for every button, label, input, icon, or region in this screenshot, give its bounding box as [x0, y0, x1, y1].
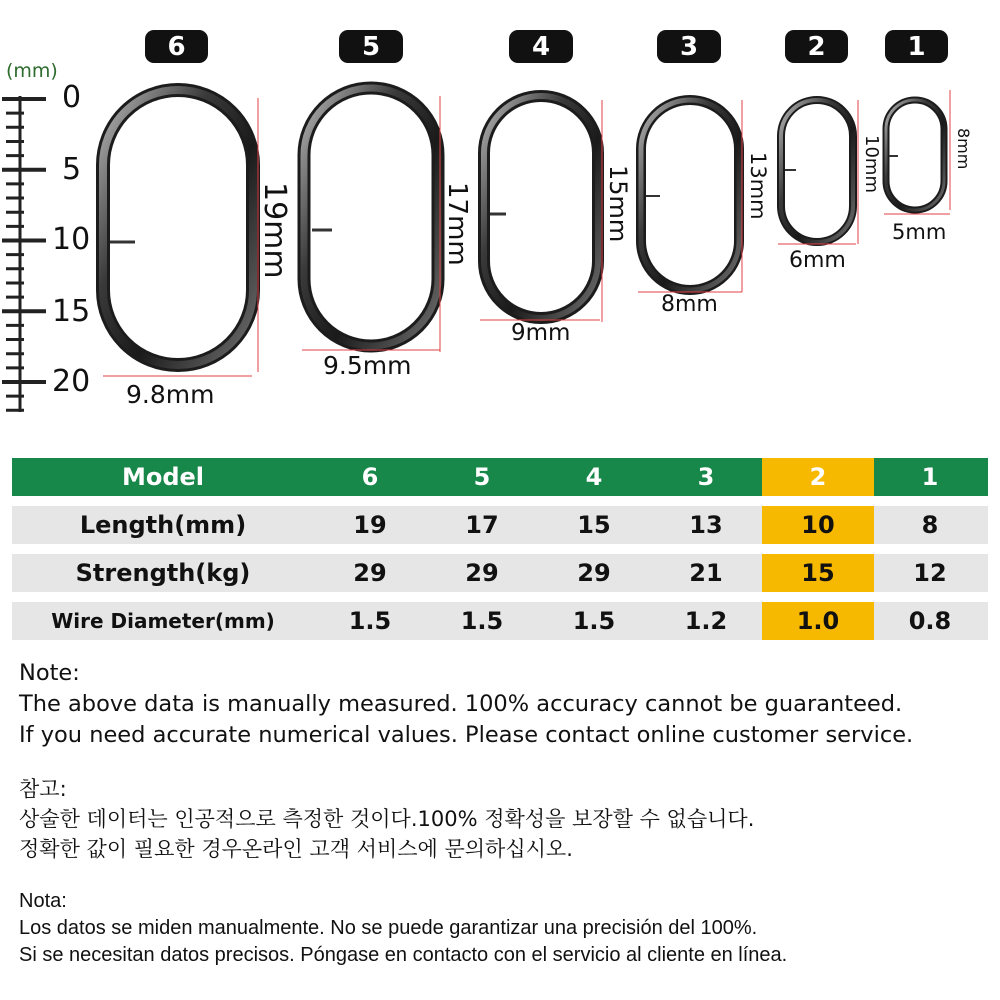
model-badge-1: 1 — [885, 30, 948, 63]
table-header-cell: 6 — [361, 463, 379, 491]
table-cell: 29 — [465, 559, 499, 587]
note-line-ko-2: 정확한 값이 필요한 경우온라인 고객 서비스에 문의하십시오. — [19, 837, 573, 861]
ruler-label-10: 10 — [52, 222, 91, 257]
model-badge-3: 3 — [657, 30, 721, 63]
table-cell: 1.2 — [684, 607, 728, 635]
table-cell: 1.5 — [460, 607, 504, 635]
row-label: Wire Diameter(mm) — [51, 609, 275, 633]
note-line-es-1: Los datos se miden manualmente. No se puede garantizar una precisión del 100%. — [19, 917, 758, 939]
table-header-cell: 1 — [921, 463, 939, 491]
width-label-3: 8mm — [661, 292, 718, 317]
width-label-6: 9.8mm — [126, 380, 215, 409]
split-ring-5 — [304, 88, 438, 346]
note-english — [19, 658, 989, 751]
note-title-es: Nota: — [19, 890, 67, 912]
length-label-6: 19mm — [257, 182, 292, 279]
table-cell: 29 — [577, 559, 611, 587]
table-header-cell: 4 — [585, 463, 603, 491]
table-cell: 21 — [689, 559, 723, 587]
table-cell: 8 — [921, 511, 939, 539]
model-badge-4: 4 — [509, 30, 573, 63]
table-cell: 17 — [465, 511, 499, 539]
note-line-ko-1: 상술한 데이터는 인공적으로 측정한 것이다.100% 정확성을 보장할 수 없습니다. — [19, 807, 755, 831]
note-title-en: Note: — [19, 660, 80, 686]
length-label-1: 8mm — [954, 128, 973, 170]
table-cell-highlighted: 15 — [762, 554, 874, 592]
width-label-4: 9mm — [511, 320, 571, 346]
table-cell: 0.8 — [908, 607, 952, 635]
ruler-label-20: 20 — [52, 364, 91, 399]
width-label-2: 6mm — [789, 248, 846, 273]
width-label-5: 9.5mm — [323, 351, 412, 380]
length-label-3: 13mm — [746, 152, 770, 220]
table-cell-highlighted: 10 — [762, 506, 874, 544]
split-ring-3 — [641, 100, 739, 290]
note-title-ko: 참고: — [19, 777, 67, 801]
ruler-label-5: 5 — [62, 152, 82, 187]
table-header-label: Model — [121, 463, 205, 491]
table-cell: 1.5 — [348, 607, 392, 635]
split-ring-1 — [886, 100, 944, 210]
table-row-length — [12, 506, 988, 544]
note-line-es-2: Si se necesitan datos precisos. Póngase en contacto con el servicio al cliente en línea. — [19, 944, 788, 966]
note-korean — [19, 774, 989, 864]
width-label-1: 5mm — [892, 220, 947, 244]
table-cell: 15 — [577, 511, 611, 539]
table-row-strength — [12, 554, 988, 592]
table-header-cell-highlighted: 2 — [762, 458, 874, 496]
table-cell: 1.5 — [572, 607, 616, 635]
model-badge-6: 6 — [145, 30, 208, 63]
table-cell: 19 — [353, 511, 387, 539]
table-cell: 12 — [913, 559, 947, 587]
table-cell-highlighted: 1.0 — [762, 602, 874, 640]
row-label: Strength(kg) — [75, 559, 251, 587]
row-label: Length(mm) — [79, 511, 247, 539]
table-header-cell: 3 — [697, 463, 715, 491]
split-ring-2 — [781, 100, 853, 242]
length-label-2: 10mm — [861, 135, 882, 193]
note-line-en-2: If you need accurate numerical values. Please contact online customer service. — [19, 722, 914, 748]
ruler-label-15: 15 — [52, 294, 91, 329]
note-spanish — [19, 888, 989, 969]
table-cell: 13 — [689, 511, 723, 539]
table-row-wire-diameter — [12, 602, 988, 640]
length-label-5: 17mm — [442, 182, 472, 266]
note-line-en-1: The above data is manually measured. 100% accuracy cannot be guaranteed. — [19, 691, 903, 717]
table-cell: 29 — [353, 559, 387, 587]
spec-table — [12, 458, 988, 650]
table-header-cell: 5 — [473, 463, 491, 491]
split-ring-6 — [103, 90, 253, 365]
model-badge-5: 5 — [339, 30, 403, 63]
model-badge-2: 2 — [785, 30, 848, 63]
ruler-label-0: 0 — [62, 80, 82, 115]
table-header-row — [12, 458, 988, 496]
split-ring-4 — [484, 96, 598, 318]
length-label-4: 15mm — [604, 165, 632, 243]
ruler-unit-label: (mm) — [6, 60, 58, 82]
